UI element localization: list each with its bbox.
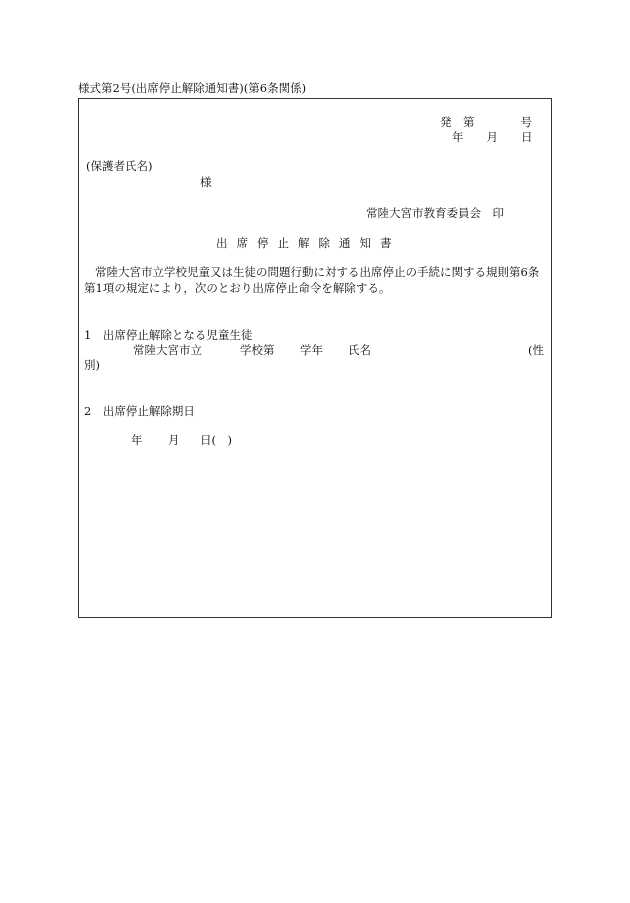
form-label: 様式第2号(出席停止解除通知書)(第6条関係) — [78, 81, 307, 95]
body-text: 常陸大宮市立学校児童又は生徒の問題行動に対する出席停止の手続に関する規則第6条第1項の規定により，次のとおり出席停止命令を解除する。 — [84, 265, 540, 295]
release-day-weekday: 日( ) — [200, 433, 232, 447]
school-prefix: 常陸大宮市立 — [133, 343, 202, 357]
issue-number: 発 第 号 — [440, 115, 532, 129]
issue-date: 年 月 日 — [452, 130, 533, 144]
student-name-label: 氏名 — [348, 343, 371, 357]
grade-label: 学年 — [300, 343, 323, 357]
document-title: 出席停止解除通知書 — [216, 236, 401, 250]
item2-heading: 2 出席停止解除期日 — [84, 404, 195, 418]
honorific: 様 — [200, 175, 212, 189]
release-month: 月 — [168, 433, 180, 447]
gender-label-close: 別) — [84, 358, 100, 372]
release-year: 年 — [131, 433, 143, 447]
issuer: 常陸大宮市教育委員会 印 — [366, 206, 504, 220]
body-paragraph — [84, 264, 548, 296]
document-frame — [78, 98, 552, 618]
guardian-name-label: (保護者氏名) — [86, 159, 153, 173]
gender-label-open: (性 — [528, 343, 544, 357]
school-label: 学校第 — [240, 343, 275, 357]
item1-heading: 1 出席停止解除となる児童生徒 — [84, 328, 253, 342]
